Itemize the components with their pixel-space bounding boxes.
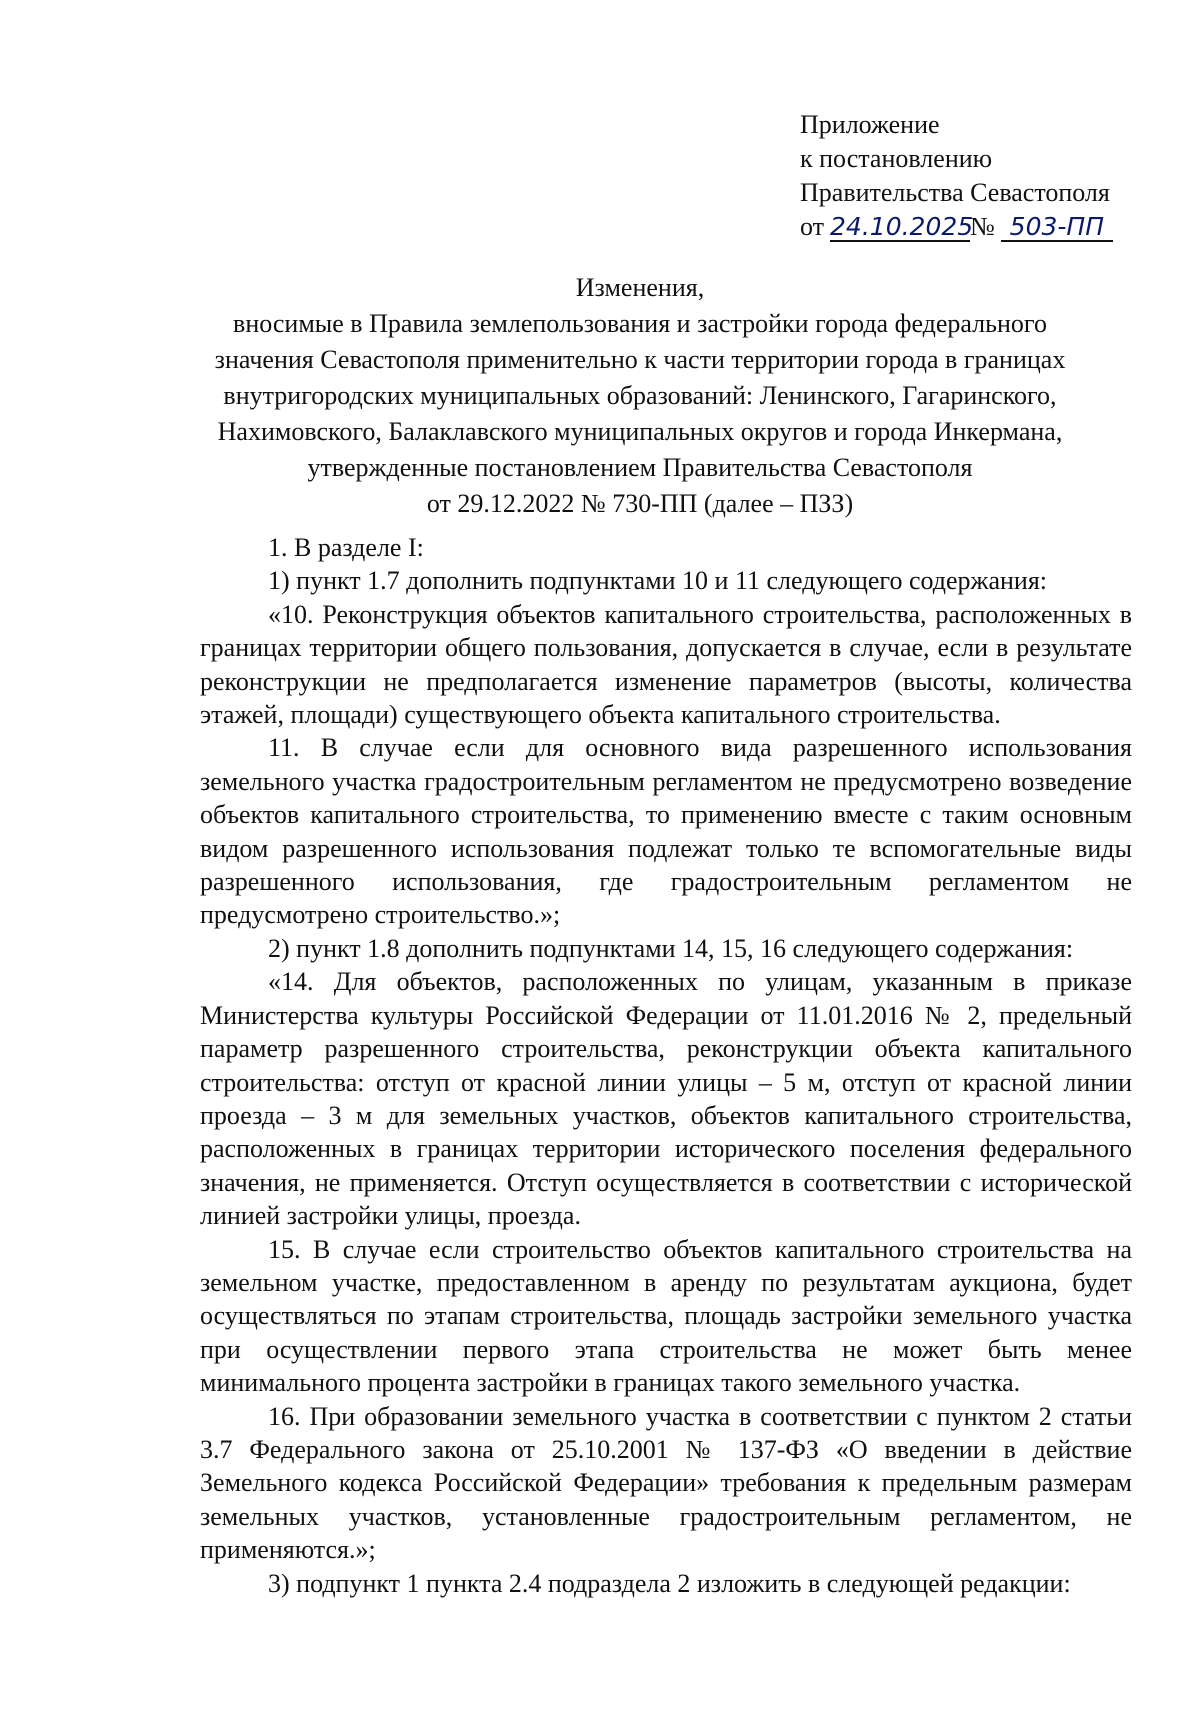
appendix-date-number-line bbox=[800, 210, 1113, 244]
handwritten-date: 24.10.2025 bbox=[830, 212, 974, 241]
number-sign: № bbox=[970, 212, 995, 241]
appendix-government: Правительства Севастополя bbox=[800, 178, 1110, 207]
subitem-11-paragraph: 11. В случае если для основного вида разрешенного использования земельного участка градостроительным регламентом не предусмотрено возведение объектов капитального строительства, то применению вместе с таким основным видом разрешенного использования подлежат только те вспомогательные виды разрешенного использования, где градостроительным регламентом не предусмотрено строительство.»; bbox=[200, 733, 1132, 930]
title-line: вносимые в Правила землепользования и застройки города федерального bbox=[233, 309, 1047, 338]
title-line: утвержденные постановлением Правительства Севастополя bbox=[307, 453, 973, 482]
appendix-title: Приложение bbox=[800, 110, 940, 139]
title-line: от 29.12.2022 № 730-ПП (далее – ПЗЗ) bbox=[426, 489, 854, 518]
title-line: внутригородских муниципальных образований: Ленинского, Гагаринского, bbox=[223, 381, 1057, 410]
item-paragraph: 2) пункт 1.8 дополнить подпунктами 14, 15, 16 следующего содержания: bbox=[268, 933, 1074, 963]
subitem-15-paragraph: 15. В случае если строительство объектов капитального строительства на земельном участке, предоставленном в аренду по результатам аукциона, будет осуществляться по этапам строительства, площадь застройки земельного участка при осуществлении первого этапа строительства не может быть менее минимального процента застройки в границах такого земельного участка. bbox=[200, 1234, 1132, 1398]
title-line: значения Севастополя применительно к части территории города в границах bbox=[214, 345, 1066, 374]
subitem-16-paragraph: 16. При образовании земельного участка в соответствии с пунктом 2 статьи 3.7 Федерального закона от 25.10.2001 № 137-ФЗ «О введении в действие Земельного кодекса Российской Федерации» требования к предельным размерам земельных участков, установленные градостроительным регламентом, не применяются.»; bbox=[200, 1401, 1132, 1565]
section-paragraph: 1. В разделе I: bbox=[268, 533, 424, 562]
title-heading: Изменения, bbox=[575, 273, 705, 302]
subitem-14-paragraph: «14. Для объектов, расположенных по улицам, указанным в приказе Министерства культуры Российской Федерации от 11.01.2016 № 2, предельный параметр разрешенного строительства, реконструкции объекта капитального строительства: отступ от красной линии улицы – 5 м, отступ от красной линии проезда – 3 м для земельных участков, объектов капитального строительства, расположенных в границах территории исторического поселения федерального значения, не применяется. Отступ осуществляется в соответствии с исторической линией застройки улицы, проезда. bbox=[200, 967, 1132, 1231]
item-paragraph: 3) подпункт 1 пункта 2.4 подраздела 2 изложить в следующей редакции: bbox=[268, 1568, 1071, 1598]
appendix-to-resolution: к постановлению bbox=[800, 144, 993, 173]
document-title bbox=[140, 270, 1140, 522]
from-label: от bbox=[800, 212, 825, 241]
document-body bbox=[200, 531, 1132, 1600]
appendix-header bbox=[800, 108, 1113, 244]
item-paragraph: 1) пункт 1.7 дополнить подпунктами 10 и 11 следующего содержания: bbox=[268, 566, 1048, 596]
subitem-10-paragraph: «10. Реконструкция объектов капитального строительства, расположенных в границах территории общего пользования, допускается в случае, если в результате реконструкции не предполагается изменение параметров (высоты, количества этажей, площади) существующего объекта капитального строительства. bbox=[200, 599, 1132, 730]
title-line: Нахимовского, Балаклавского муниципальных округов и города Инкермана, bbox=[217, 417, 1063, 446]
handwritten-number: 503-ПП bbox=[1001, 214, 1113, 242]
